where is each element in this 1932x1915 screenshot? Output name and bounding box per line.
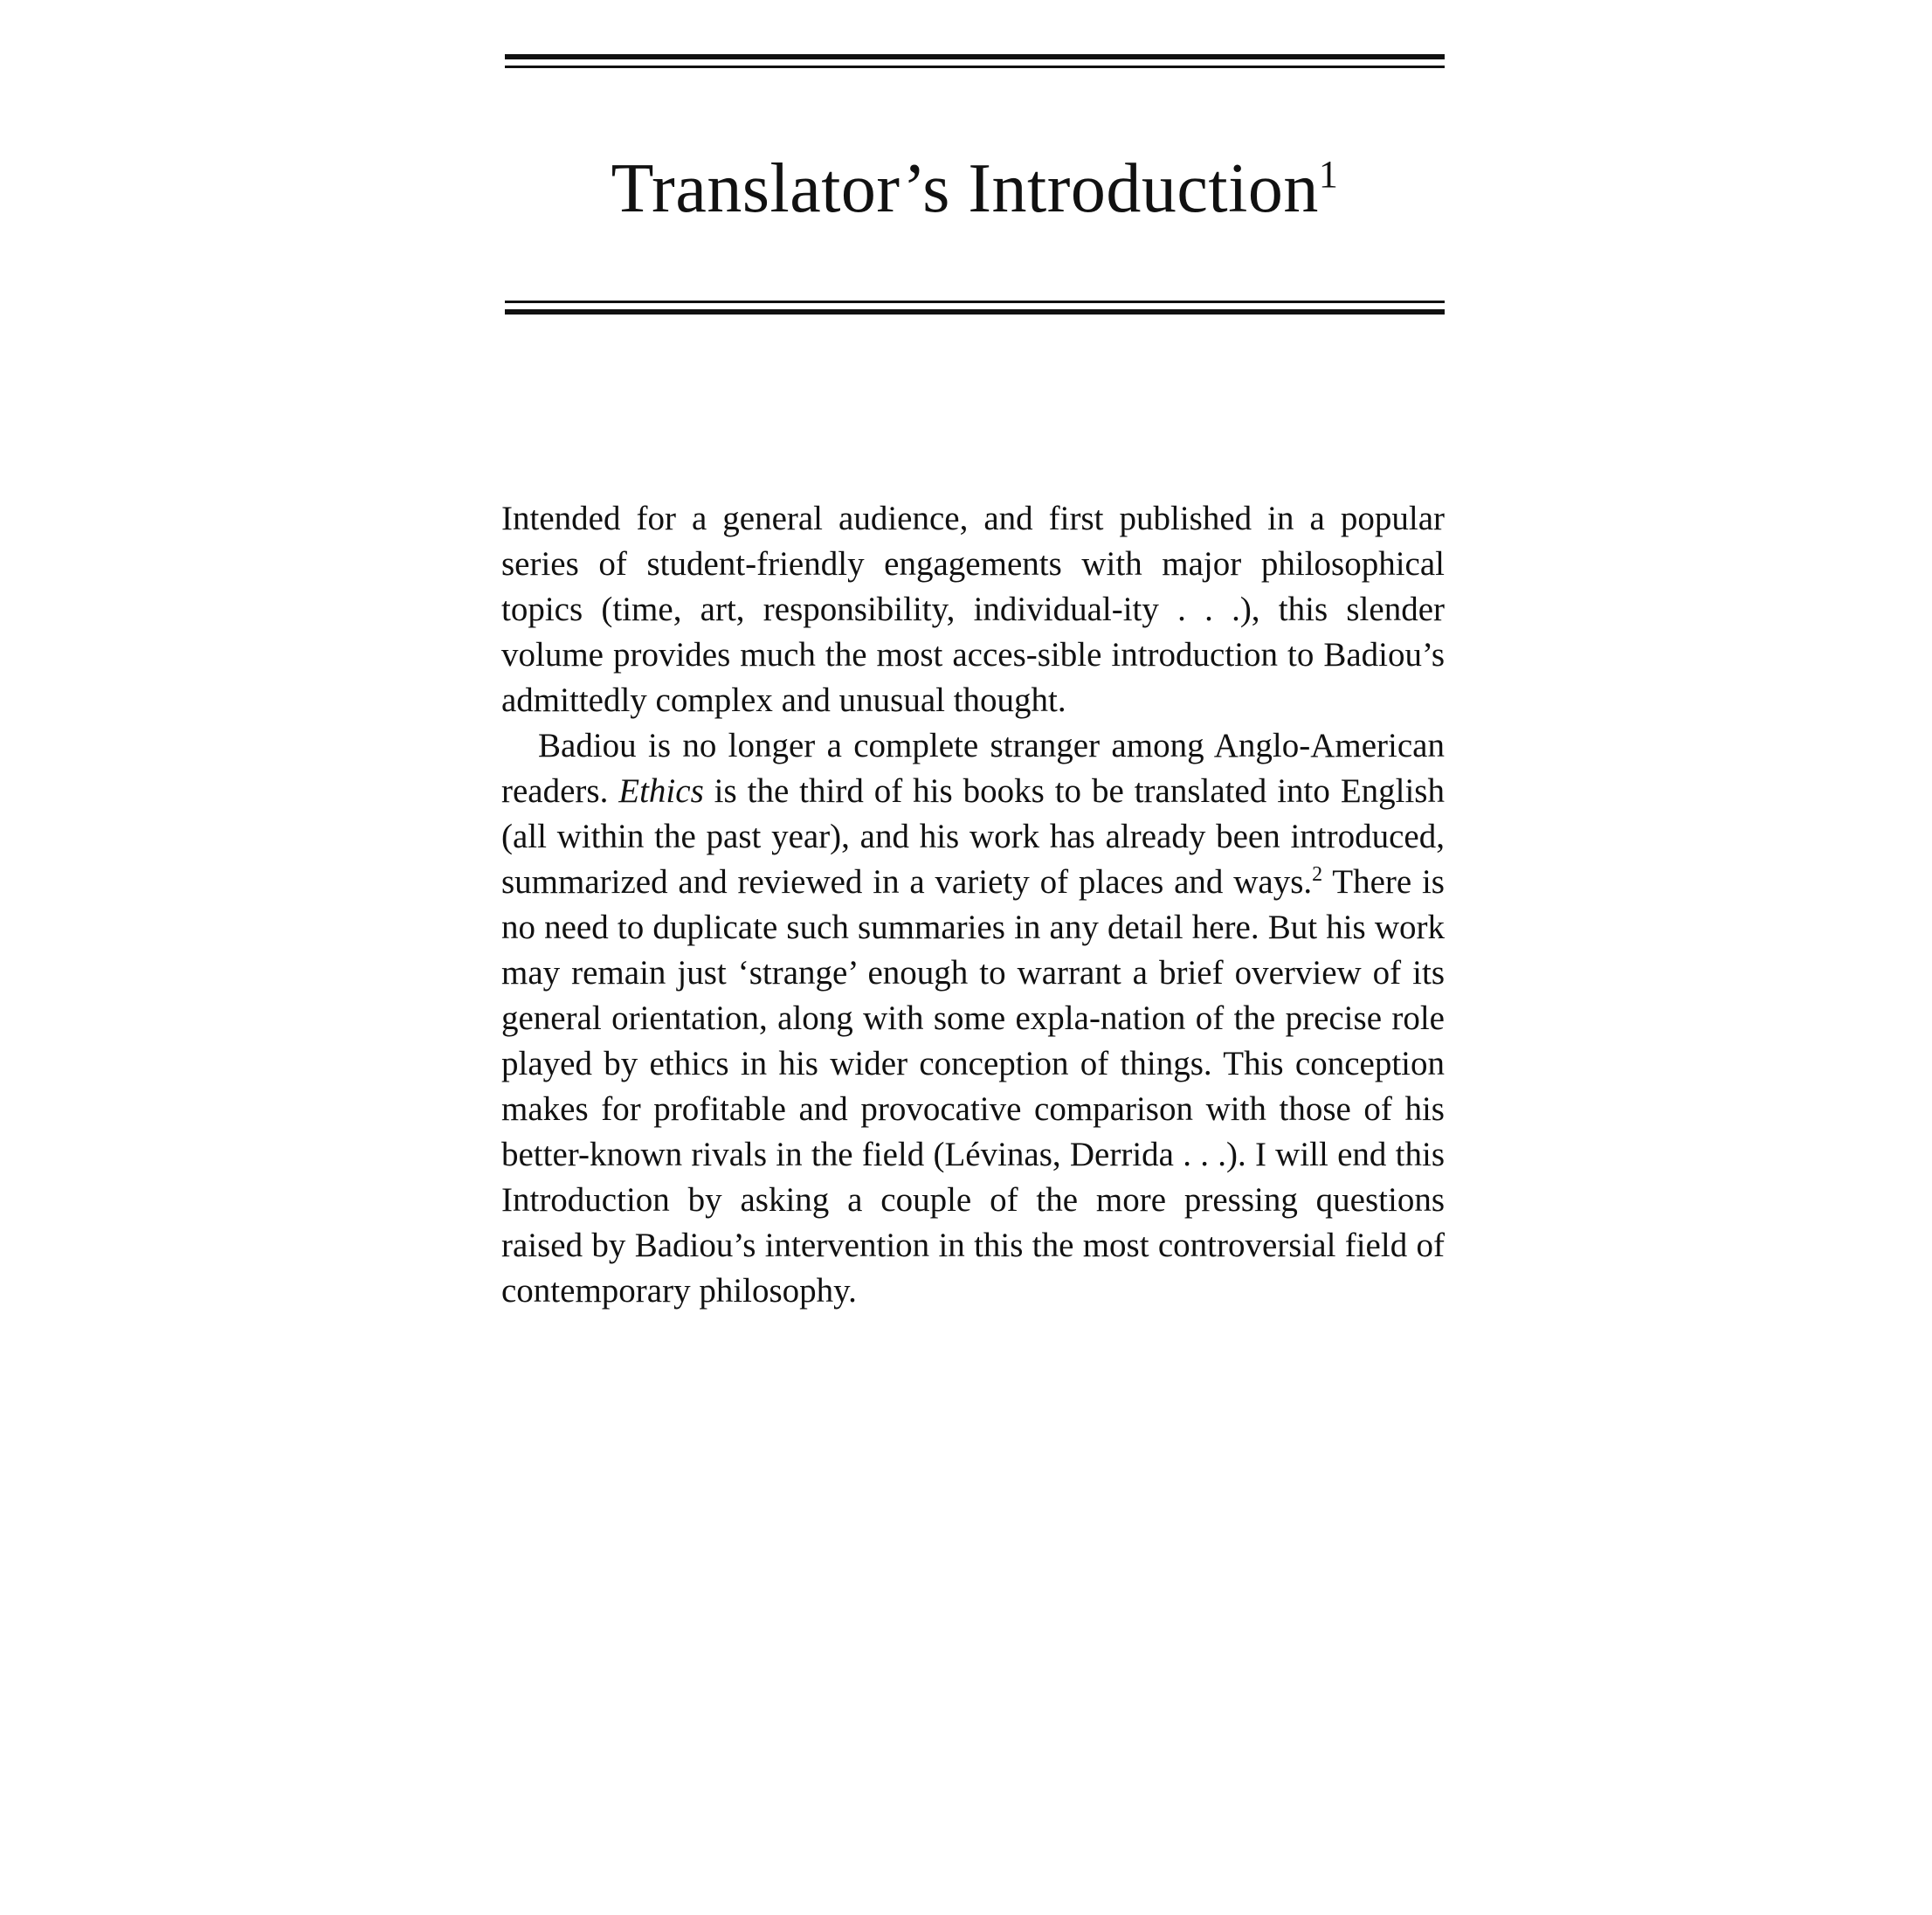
bottom-rule-thin (505, 301, 1445, 303)
top-rule-thin (505, 66, 1445, 68)
body-text (501, 496, 1445, 1314)
book-title-ethics: Ethics (618, 772, 704, 810)
paragraph-2 (501, 723, 1445, 1314)
paragraph-1: Intended for a general audience, and first published in a popular series of student-friendly engagements with major philosophical topics (time, art, responsibility, individual-ity . . .), this slender volume provides much the most acces-sible introduction to Badiou’s admittedly complex and unusual thought. (501, 500, 1445, 719)
title-footnote-marker: 1 (1318, 153, 1339, 196)
paragraph-2-part-c: There is no need to duplicate such summaries in any detail here. But his work may remain just ‘strange’ enough to warrant a brief overview of its general orientation, along with some expla-nation of the precise role played by ethics in his wider conception of things. This conception makes for profitable and provocative comparison with those of his better-known rivals in the field (Lévinas, Derrida . . .). I will end this Introduction by asking a couple of the more pressing questions raised by Badiou’s intervention in this the most controversial field of contemporary philosophy. (501, 863, 1445, 1310)
footnote-marker-2: 2 (1312, 863, 1323, 886)
paragraph-2-part-b: is the third of his books to be translated into English (all within the past year), and his work has already been introduced, summarized and reviewed in a variety of places and ways. (501, 772, 1445, 901)
bottom-rule-thick (505, 309, 1445, 315)
chapter-title-text: Translator’s Introduction (611, 150, 1319, 227)
top-rule-thick (505, 54, 1445, 59)
chapter-title (505, 147, 1445, 231)
paragraph-2-part-a: Badiou is no longer a complete stranger among Anglo-American readers. (501, 727, 1445, 810)
